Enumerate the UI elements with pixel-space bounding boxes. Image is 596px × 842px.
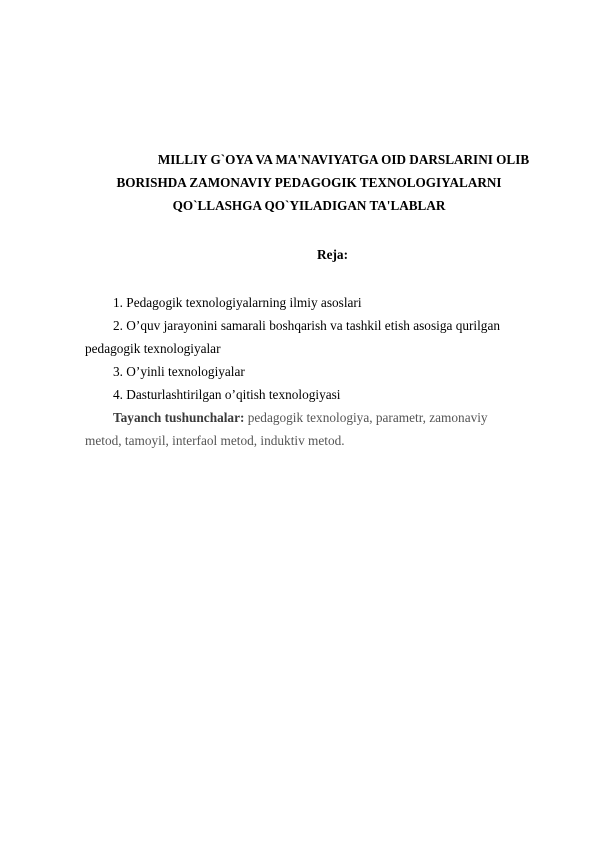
keywords-text: pedagogik texnologiya, parametr, zamonaviy metod, tamoyil, interfaol metod, induktiv metod. [85, 410, 488, 448]
keywords-label: Tayanch tushunchalar: [113, 410, 245, 425]
plan-item-3: 3. O’yinli texnologiyalar [113, 364, 245, 379]
title-line-2: BORISHDA ZAMONAVIY PEDAGOGIK TEXNOLOGIYALARNI [116, 175, 502, 190]
keywords-paragraph [85, 406, 525, 452]
title-line-1: MILLIY G`OYA VA MA'NAVIYATGA OID DARSLARINI OLIB [157, 152, 530, 167]
plan-item-1: 1. Pedagogik texnologiyalarning ilmiy asoslari [113, 295, 362, 310]
plan-heading: Reja: [317, 247, 349, 262]
document-title [85, 148, 585, 217]
plan-item-2: 2. O’quv jarayonini samarali boshqarish va tashkil etish asosiga qurilgan pedagogik texnologiyalar [85, 318, 501, 356]
plan-item-4: 4. Dasturlashtirilgan o’qitish texnologiyasi [113, 387, 341, 402]
title-line-3: QO`LLASHGA QO`YILADIGAN TA'LABLAR [172, 198, 446, 213]
plan-list [85, 291, 525, 452]
